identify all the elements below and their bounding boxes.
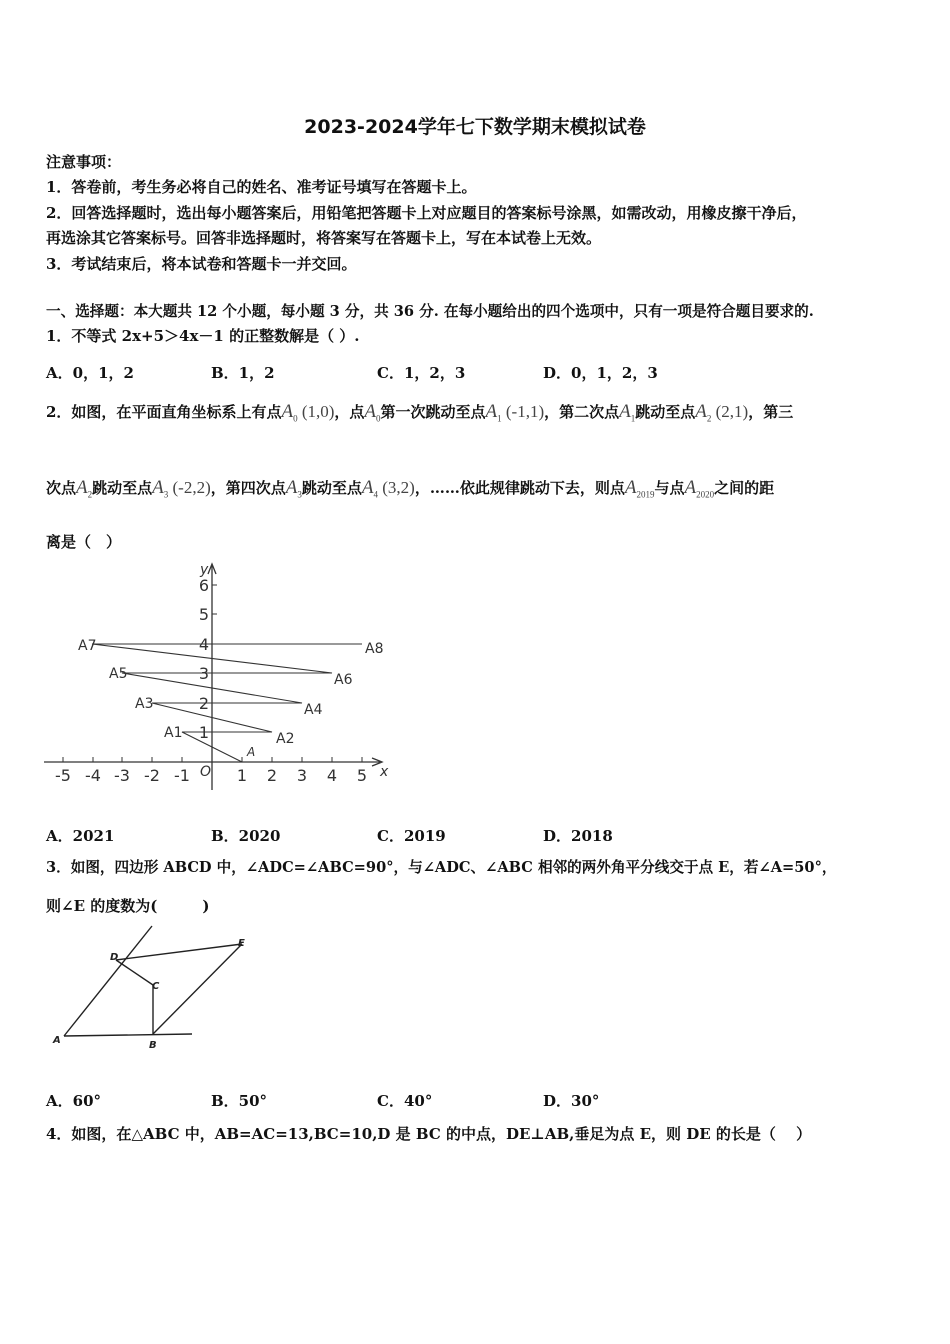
q1-stem: 1．不等式 2x+5＞4x－1 的正整数解是（ ）. — [46, 327, 360, 345]
vertex-label-d: D — [110, 952, 119, 963]
x-tick-label: 3 — [296, 766, 308, 785]
vertex-label-a: A — [53, 1035, 61, 1046]
q3-stem-line-1: 3．如图，四边形 ABCD 中，∠ADC=∠ABC=90°，与∠ADC、∠ABC 相邻的两外角平分线交于点 E，若∠A=50°， — [46, 859, 837, 876]
notice-item-2-cont: 再选涂其它答案标号。回答非选择题时，将答案写在答题卡上，写在本试卷上无效。 — [46, 229, 602, 247]
q2-coordinate-graph — [40, 562, 400, 798]
point-label-a6: A6 — [334, 672, 353, 688]
x-tick-label: -2 — [144, 766, 160, 785]
vertex-label-b: B — [149, 1040, 157, 1051]
q3-quadrilateral-figure — [50, 924, 260, 1054]
point-label-a4: A4 — [304, 702, 323, 718]
y-tick-label: 1 — [198, 723, 210, 742]
y-tick-label: 3 — [198, 664, 210, 683]
x-tick-label: 1 — [236, 766, 248, 785]
q2-option-d[interactable]: D．2018 — [543, 827, 613, 845]
q2-option-a[interactable]: A．2021 — [46, 827, 115, 845]
point-label-a1: A1 — [164, 725, 183, 741]
y-tick-label: 2 — [198, 694, 210, 713]
point-label-a8: A8 — [365, 641, 384, 657]
x-tick-label: -1 — [174, 766, 190, 785]
q3-option-b[interactable]: B．50° — [211, 1092, 268, 1110]
q2-line-3: 离是（ ） — [46, 533, 122, 551]
x-tick-label: 2 — [266, 766, 278, 785]
q2-line-1: 2．如图，在平面直角坐标系上有点$A_0$ (1,0)，点$A_0$第一次跳动至点$A_1$ (‐1,1)，第二次点$A_1$跳动至点$A_2$ (2,1)，第三 — [46, 401, 794, 424]
q2-option-c[interactable]: C．2019 — [377, 827, 446, 845]
x-tick-label: -5 — [55, 766, 71, 785]
x-tick-label: 4 — [326, 766, 338, 785]
y-tick-label: 5 — [198, 605, 210, 624]
point-label-a3: A3 — [135, 696, 154, 712]
x-tick-label: -3 — [114, 766, 130, 785]
y-tick-label: 6 — [198, 576, 210, 595]
point-label-a5: A5 — [109, 666, 128, 682]
q2-option-b[interactable]: B．2020 — [211, 827, 281, 845]
vertex-label-c: C — [152, 981, 160, 992]
q1-option-c[interactable]: C．1，2，3 — [377, 364, 466, 382]
page-title: 2023-2024学年七下数学期末模拟试卷 — [304, 116, 646, 138]
q3-stem-line-2: 则∠E 的度数为( ) — [46, 897, 210, 915]
q2-line-2: 次点$A_2$跳动至点$A_3$ (‐2,2)，第四次点$A_3$跳动至点$A_4$ (3,2)，……依此规律跳动下去，则点$A_{2019}$与点$A_{2020}$之间的距 — [46, 477, 775, 500]
q4-stem: 4．如图，在△ABC 中，AB=AC=13,BC=10,D 是 BC 的中点，DE⊥AB,垂足为点 E，则 DE 的长是（ ） — [46, 1125, 812, 1143]
point-label-a0: A — [247, 745, 256, 759]
notice-heading: 注意事项： — [46, 153, 122, 171]
q1-option-b[interactable]: B．1，2 — [211, 364, 275, 382]
section-heading: 一、选择题：本大题共 12 个小题，每小题 3 分，共 36 分. 在每小题给出的四个选项中，只有一项是符合题目要求的. — [46, 303, 814, 320]
x-axis-label: x — [380, 764, 389, 780]
q3-option-d[interactable]: D．30° — [543, 1092, 600, 1110]
vertex-label-e: E — [238, 938, 245, 949]
notice-item-1: 1．答卷前，考生务必将自己的姓名、准考证号填写在答题卡上。 — [46, 178, 477, 196]
point-label-a7: A7 — [78, 638, 97, 654]
y-tick-label: 4 — [198, 635, 210, 654]
q1-option-d[interactable]: D．0，1，2，3 — [543, 364, 658, 382]
q3-option-c[interactable]: C．40° — [377, 1092, 433, 1110]
q1-option-a[interactable]: A．0，1，2 — [46, 364, 134, 382]
q3-option-a[interactable]: A．60° — [46, 1092, 102, 1110]
origin-label: O — [200, 764, 212, 780]
x-tick-label: -4 — [85, 766, 101, 785]
notice-item-3: 3．考试结束后，将本试卷和答题卡一并交回。 — [46, 255, 357, 273]
notice-item-2: 2．回答选择题时，选出每小题答案后，用铅笔把答题卡上对应题目的答案标号涂黑，如需改动，用橡皮擦干净后， — [46, 204, 807, 222]
point-label-a2: A2 — [276, 731, 295, 747]
x-tick-label: 5 — [356, 766, 368, 785]
y-axis-label: y — [200, 562, 209, 578]
